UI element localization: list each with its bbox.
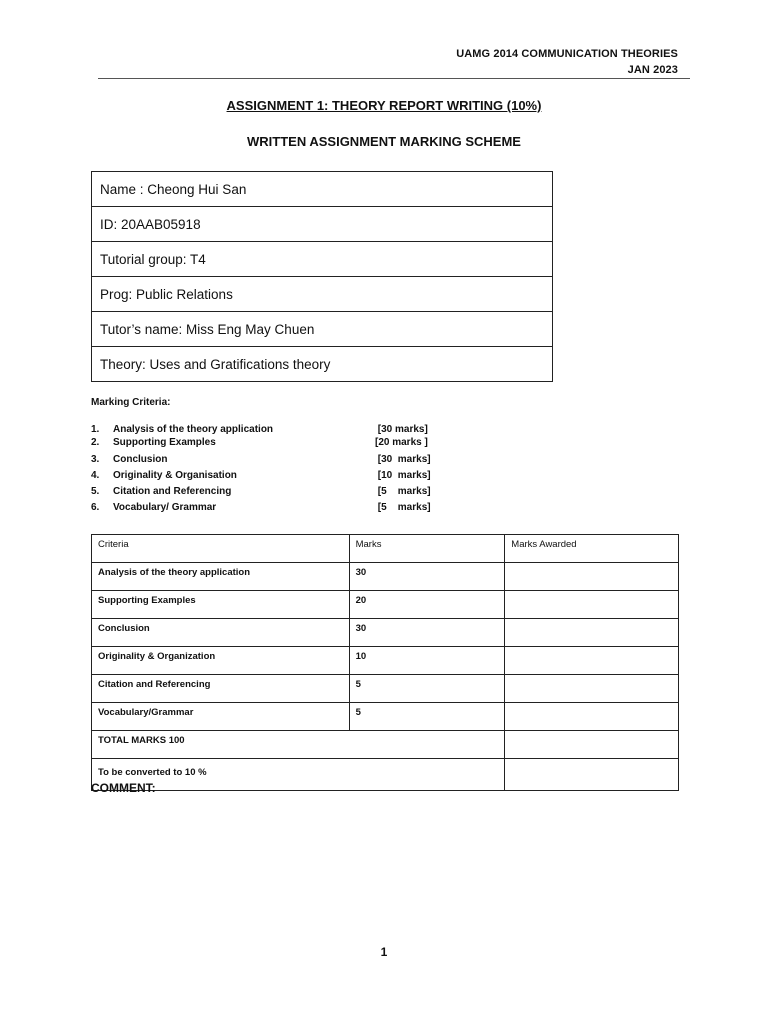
- row-criteria: Analysis of the theory application: [92, 563, 350, 591]
- criteria-number: 1.: [91, 424, 100, 435]
- header-divider: [98, 78, 690, 79]
- student-id: ID: 20AAB05918: [92, 207, 553, 242]
- criteria-number: 6.: [91, 502, 100, 513]
- row-marks: 5: [349, 703, 505, 731]
- total-row: [92, 731, 679, 759]
- criteria-list-item: [91, 469, 436, 483]
- criteria-list-item: [91, 436, 436, 450]
- marking-scheme-title: WRITTEN ASSIGNMENT MARKING SCHEME: [247, 134, 521, 149]
- criteria-marks: [10 marks]: [375, 470, 431, 481]
- marking-criteria-heading: Marking Criteria:: [91, 397, 171, 408]
- criteria-label: Citation and Referencing: [113, 486, 232, 497]
- table-row: [92, 563, 679, 591]
- theory-name: Theory: Uses and Gratifications theory: [92, 347, 553, 382]
- criteria-list-item: [91, 501, 436, 515]
- tutor-name: Tutor’s name: Miss Eng May Chuen: [92, 312, 553, 347]
- header-marks: Marks: [349, 535, 505, 563]
- term-header: JAN 2023: [627, 64, 678, 76]
- row-criteria: Vocabulary/Grammar: [92, 703, 350, 731]
- total-marks-awarded: [505, 731, 679, 759]
- programme: Prog: Public Relations: [92, 277, 553, 312]
- criteria-marks: [5 marks]: [375, 486, 431, 497]
- table-row: [92, 703, 679, 731]
- marks-table: [91, 534, 679, 791]
- criteria-label: Conclusion: [113, 454, 168, 465]
- table-row: [92, 647, 679, 675]
- criteria-marks: [30 marks]: [375, 424, 428, 435]
- criteria-number: 3.: [91, 454, 100, 465]
- table-header-row: [92, 535, 679, 563]
- course-header: UAMG 2014 COMMUNICATION THEORIES: [456, 48, 678, 60]
- comment-label: COMMENT:: [91, 781, 156, 795]
- row-marks-awarded: [505, 703, 679, 731]
- table-row: [92, 619, 679, 647]
- row-marks: 5: [349, 675, 505, 703]
- student-name: Name : Cheong Hui San: [92, 172, 553, 207]
- criteria-label: Originality & Organisation: [113, 470, 237, 481]
- criteria-number: 2.: [91, 437, 100, 448]
- criteria-marks: [5 marks]: [375, 502, 431, 513]
- assignment-title: ASSIGNMENT 1: THEORY REPORT WRITING (10%): [226, 98, 542, 113]
- row-criteria: Citation and Referencing: [92, 675, 350, 703]
- table-row: [92, 675, 679, 703]
- row-criteria: Supporting Examples: [92, 591, 350, 619]
- converted-row: [92, 759, 679, 791]
- criteria-label: Vocabulary/ Grammar: [113, 502, 217, 513]
- tutorial-group: Tutorial group: T4: [92, 242, 553, 277]
- converted-label: To be converted to 10 %: [92, 759, 505, 791]
- criteria-label: Supporting Examples: [113, 437, 216, 448]
- criteria-marks: [30 marks]: [375, 454, 431, 465]
- row-marks: 10: [349, 647, 505, 675]
- student-info-table: [91, 171, 553, 382]
- criteria-list-item: [91, 423, 436, 437]
- criteria-label: Analysis of the theory application: [113, 424, 274, 435]
- table-row: [92, 591, 679, 619]
- row-marks: 20: [349, 591, 505, 619]
- row-marks-awarded: [505, 647, 679, 675]
- row-marks-awarded: [505, 563, 679, 591]
- row-marks-awarded: [505, 619, 679, 647]
- row-criteria: Conclusion: [92, 619, 350, 647]
- total-marks-label: TOTAL MARKS 100: [92, 731, 505, 759]
- row-marks-awarded: [505, 675, 679, 703]
- page-number: 1: [380, 945, 388, 959]
- criteria-list-item: [91, 453, 436, 467]
- header-marks-awarded: Marks Awarded: [505, 535, 679, 563]
- row-marks: 30: [349, 563, 505, 591]
- row-marks-awarded: [505, 591, 679, 619]
- criteria-marks: [20 marks ]: [375, 437, 428, 448]
- criteria-number: 4.: [91, 470, 100, 481]
- converted-marks-awarded: [505, 759, 679, 791]
- header-criteria: Criteria: [92, 535, 350, 563]
- criteria-number: 5.: [91, 486, 100, 497]
- criteria-list-item: [91, 485, 436, 499]
- row-criteria: Originality & Organization: [92, 647, 350, 675]
- row-marks: 30: [349, 619, 505, 647]
